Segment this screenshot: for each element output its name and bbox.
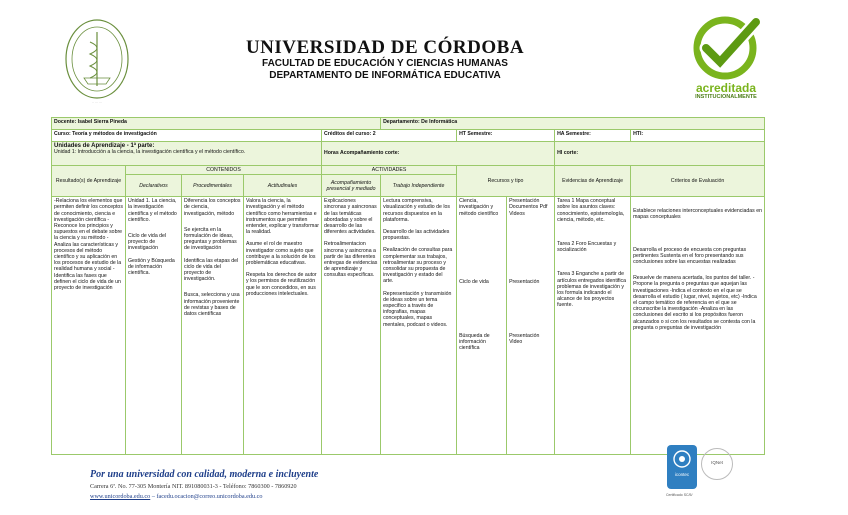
- declarativos-item: Gestión y Búsqueda de información científica.: [128, 257, 175, 277]
- criterios-item: Establece relaciones interconceptuales evidenciadas en mapas conceptuales: [633, 208, 762, 221]
- docente-cell: Docente: Isabel Sierra Pineda: [52, 118, 381, 130]
- trabajo-item: Desarrollo de las actividades propuestas.: [383, 229, 450, 242]
- accreditation-title: acreditada: [695, 81, 757, 95]
- footer-address: Carrera 6ª. No. 77-305 Montería NIT. 891080031-3 - Teléfono: 7860300 - 7860920: [90, 483, 297, 490]
- resultados-header: Resultado(s) de Aprendizaje: [52, 166, 126, 197]
- procedimentales-cell: [182, 197, 244, 455]
- seal-caption: ·· ··· ···: [92, 100, 102, 104]
- declarativos-item: Unidad 1. La ciencia, la investigación científica y el método científico.: [128, 198, 177, 223]
- recursos-header: Recursos y tipo: [457, 166, 555, 197]
- ha-cell: HA Semestre:: [555, 130, 631, 142]
- acompanamiento-item: Retroalimentacion sincrona y asincrona a partir de las diferentes entregas de evidencias de aprendizaje y consultas especificas.: [324, 241, 378, 279]
- recursos-type: Presentación Documentos Pdf Videos: [509, 198, 548, 217]
- resultados-cell: [52, 197, 126, 455]
- acompanamiento-cell: [322, 197, 381, 455]
- hti-cell: HTI:: [631, 130, 765, 142]
- procedimentales-item: Se ejercita en la formulación de ideas, preguntas y problemas de investigación: [184, 226, 237, 252]
- actitudinales-cell: [244, 197, 322, 455]
- recursos-topic: Búsqueda de información científica: [459, 333, 490, 352]
- recursos-type: Presentación Video: [509, 333, 540, 346]
- email-text: – facedu.ocacion@correo.unicordoba.edu.co: [150, 493, 263, 500]
- trabajo-header: Trabajo Independiente: [381, 175, 457, 197]
- recursos-topic: Ciencia, investigación y método científico: [459, 198, 499, 217]
- faculty-name: FACULTAD DE EDUCACIÓN Y CIENCIAS HUMANAS: [262, 58, 508, 69]
- course-plan-table: [51, 117, 765, 455]
- university-seal-logo: [64, 18, 130, 100]
- procedimentales-header: Procedimentales: [182, 175, 244, 197]
- actitudinales-item: Valora la ciencia, la investigación y el método científico como herramientas e instrumentos que permiten entender, explicar y transformar la realidad.: [246, 198, 319, 236]
- evidencias-cell: [555, 197, 631, 455]
- actividades-header: ACTIVIDADES: [322, 166, 457, 175]
- trabajo-item: Realización de consultas para complementar sus trabajos, retroalimentar su proceso y consolidar su propuesta de investigación y estado del arte.: [383, 247, 453, 285]
- evidencias-item: Tarea 1 Mapa conceptual sobre los asuntos claves: conocimiento, epistemología, ciencia, método, etc.: [557, 198, 625, 223]
- declarativos-header: Declarativos: [126, 175, 182, 197]
- footer-slogan: Por una universidad con calidad, moderna e incluyente: [90, 469, 319, 480]
- trabajo-cell: [381, 197, 457, 455]
- icontec-label: icontec: [674, 472, 690, 477]
- accreditation-subtitle: INSTITUCIONALMENTE: [695, 94, 757, 100]
- website-link[interactable]: www.unicordoba.edu.co: [90, 493, 151, 500]
- footer-contact: [90, 493, 262, 500]
- contenidos-header: CONTENIDOS: [126, 166, 322, 175]
- institution-header: [190, 38, 580, 82]
- procedimentales-item: Identifica las etapas del ciclo de vida del proyecto de investigación.: [184, 257, 239, 283]
- trabajo-item: Lectura comprensiva, visualización y estudio de los recursos dispuestos en la plataforma.: [383, 198, 450, 223]
- declarativos-item: Ciclo de vida del proyecto de investigación: [128, 233, 167, 252]
- iqnet-label: IQNet: [711, 460, 723, 465]
- department-name: DEPARTAMENTO DE INFORMÁTICA EDUCATIVA: [269, 70, 501, 81]
- curso-cell: Curso: Teoría y métodos de investigación: [52, 130, 322, 142]
- acompanamiento-header: Acompañamiento presencial y mediado: [322, 175, 381, 197]
- recursos-topic: Ciclo de vida: [459, 278, 489, 285]
- actitudinales-item: Asume el rol de maestro investigador como sujeto que contribuye a la solución de los problemáticas educativas.: [246, 241, 316, 267]
- horas-cell: Horas Acompañamiento corte:: [322, 142, 555, 166]
- criterios-cell: [631, 197, 765, 455]
- unidades-label: Unidades de Aprendizaje - 1ª parte:: [54, 143, 155, 149]
- actitudinales-item: Respeta los derechos de autor y los permisos de reutilización que le son concedidos, en sus producciones intelectuales.: [246, 272, 317, 297]
- iqnet-badge: [701, 448, 733, 480]
- trabajo-item: Representación y transmisión de ideas sobre un tema especifico a través de infografias, mapas conceptuales, mapas mentales, podcast o videos.: [383, 290, 452, 328]
- procedimentales-item: Diferencia los conceptos de ciencia, investigación, método: [184, 198, 241, 217]
- recursos-type-cell: [507, 197, 555, 455]
- creditos-cell: Créditos del curso: 2: [322, 130, 457, 142]
- icontec-badge: [667, 445, 697, 489]
- unidad-1-text: Unidad 1: Introducción a la ciencia, la investigación científica y el método científico.: [54, 149, 246, 156]
- evidencias-header: Evidencias de Aprendizaje: [555, 166, 631, 197]
- recursos-type: Presentación: [509, 278, 540, 285]
- certificate-number: Certificado SC/5/: [666, 493, 693, 497]
- university-name: UNIVERSIDAD DE CÓRDOBA: [245, 37, 525, 58]
- criterios-item: Resuelve de manera acertada, los puntos del taller. -Propone la pregunta o preguntas que aquejan las investigaciones -Indica el contexto en el que se desarrolla el estudio ( lugar, nivel, sujetos, etc) -Indica el campo temático de referencia en el que se circunscribe la investigación -Analiza en las conclusiones del escrito si los propósitos fueron alcanzados o si con los resultados se contesta con la pregunta o preguntas de investigación: [633, 275, 757, 331]
- evidencias-item: Tarea 3 Enganche a partir de artículos entregados identifica problemas de investigación y los formula indicando el alcance de los proyectos fuente.: [557, 271, 626, 309]
- evidencias-item: Tarea 2 Foro Encuestas y socialización: [557, 241, 617, 254]
- declarativos-cell: [126, 197, 182, 455]
- unidades-cell: [52, 142, 322, 166]
- acompanamiento-item: Explicaciones sincronas y asincronas de las temáticas abordadas y sobre el desarrollo de las diferentes actividades.: [324, 198, 377, 236]
- recursos-topic-cell: [457, 197, 507, 455]
- criterios-item: Desarrolla el proceso de encuesta con preguntas pertinentes Sustenta en el foro presentando sus conclusiones sobre las encuestas realizadas: [633, 246, 747, 266]
- resultados-text: -Relaciona los elementos que permiten definir los conceptos de conocimiento, ciencia e investigación científica -Reconoce los principios y supuestos en el debate sobre la ciencia y su método -Analiza las características y procesos del método científico y su aplicación en los procesos de estudio de la realidad humana y social -Identifica las fases que definen el ciclo de vida de un proyecto de investigación: [54, 198, 123, 292]
- departamento-cell: Departamento: De Informática: [381, 118, 765, 130]
- ht-cell: HT Semestre:: [457, 130, 555, 142]
- actitudinales-header: Actitudinales: [244, 175, 322, 197]
- procedimentales-item: Busca, selecciona y usa información proveniente de revistas y bases de datos científicas: [184, 292, 240, 318]
- criterios-header: Criterios de Evaluación: [631, 166, 765, 197]
- accreditation-label: [680, 82, 772, 100]
- hi-cell: HI corte:: [555, 142, 765, 166]
